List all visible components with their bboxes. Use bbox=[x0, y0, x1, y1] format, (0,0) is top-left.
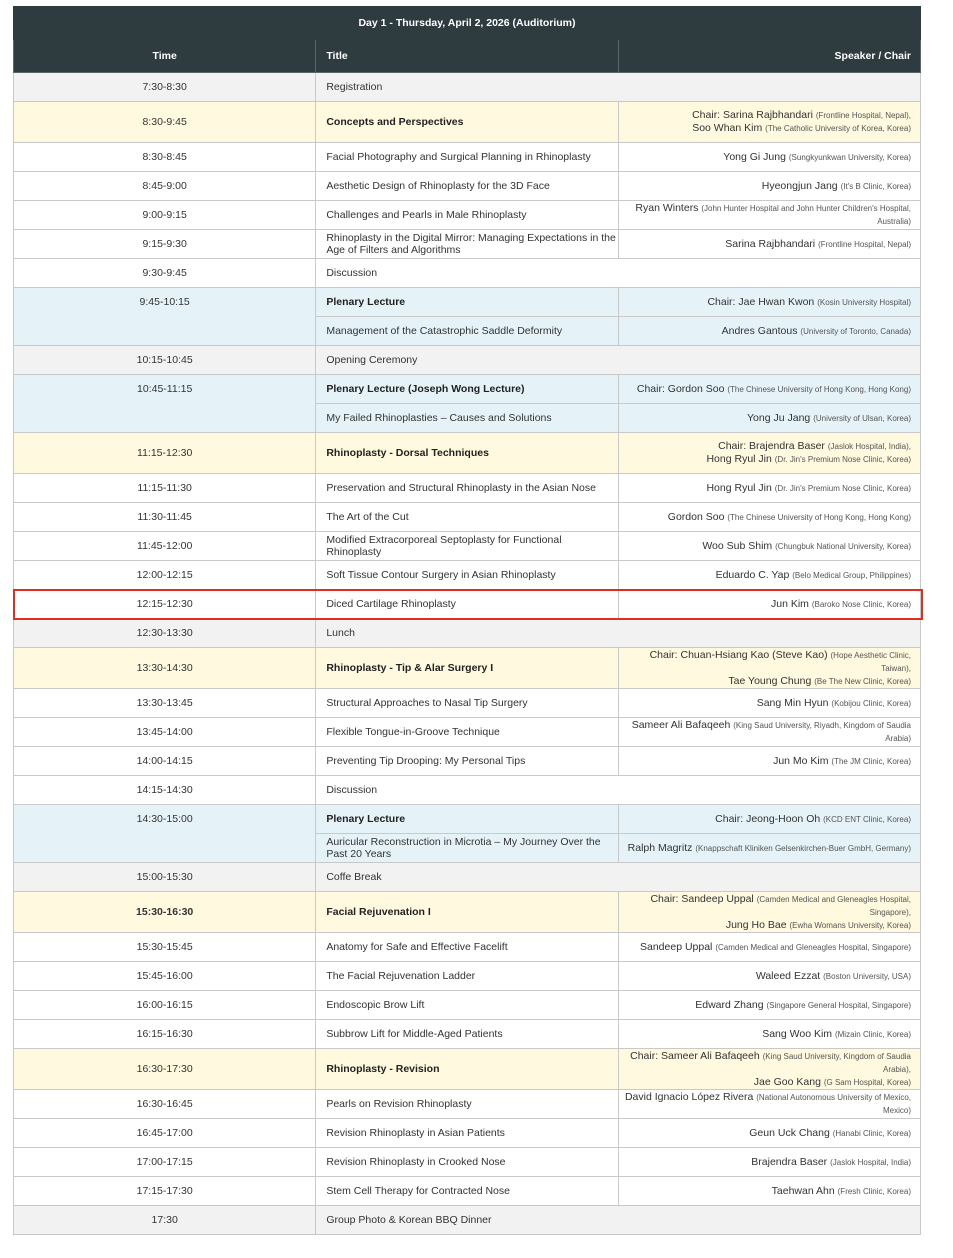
title-cell: Management of the Catastrophic Saddle Deformity bbox=[316, 317, 618, 346]
speaker-affiliation: (The Catholic University of Korea, Korea) bbox=[765, 124, 911, 133]
title-cell: Auricular Reconstruction in Microtia – My Journey Over the Past 20 Years bbox=[316, 834, 618, 863]
time-cell: 9:15-9:30 bbox=[14, 230, 316, 259]
header-speaker: Speaker / Chair bbox=[618, 40, 920, 73]
speaker-affiliation: (Sungkyunkwan University, Korea) bbox=[788, 152, 911, 162]
title-cell: Flexible Tongue-in-Groove Technique bbox=[316, 718, 618, 747]
title-cell: Revision Rhinoplasty in Asian Patients bbox=[316, 1119, 618, 1148]
title-cell: Aesthetic Design of Rhinoplasty for the 3D Face bbox=[316, 172, 618, 201]
time-cell: 16:30-16:45 bbox=[14, 1090, 316, 1119]
speaker-cell bbox=[618, 375, 920, 404]
time-cell: 14:00-14:15 bbox=[14, 747, 316, 776]
table-row bbox=[14, 143, 921, 172]
speaker-cell bbox=[618, 404, 920, 433]
time-cell: 12:30-13:30 bbox=[14, 619, 316, 648]
speaker-name: Chair: Jae Hwan Kwon bbox=[707, 295, 815, 308]
speaker-name: Jae Goo Kang bbox=[753, 1075, 821, 1088]
table-row bbox=[14, 805, 921, 834]
time-cell: 8:30-8:45 bbox=[14, 143, 316, 172]
speaker-cell bbox=[618, 933, 920, 962]
title-cell: Revision Rhinoplasty in Crooked Nose bbox=[316, 1148, 618, 1177]
speaker-affiliation: (Singapore General Hospital, Singapore) bbox=[766, 1000, 911, 1010]
title-cell: Rhinoplasty in the Digital Mirror: Managing Expectations in the Age of Filters and Algorithms bbox=[316, 230, 618, 259]
speaker-affiliation: (King Saud University, Riyadh, Kingdom of Saudia Arabia) bbox=[733, 721, 911, 743]
time-cell: 16:15-16:30 bbox=[14, 1020, 316, 1049]
table-row bbox=[14, 259, 921, 288]
table-row bbox=[14, 102, 921, 143]
speaker-affiliation: (Kosin University Hospital) bbox=[817, 297, 911, 307]
speaker-cell bbox=[618, 433, 920, 474]
speaker-affiliation: (Chungbuk National University, Korea) bbox=[775, 541, 911, 551]
speaker-affiliation: (Jaslok Hospital, India), bbox=[827, 442, 911, 451]
speaker-name: Brajendra Baser bbox=[751, 1155, 828, 1168]
title-cell: Preventing Tip Drooping: My Personal Tips bbox=[316, 747, 618, 776]
title-cell: Endoscopic Brow Lift bbox=[316, 991, 618, 1020]
title-cell: Discussion bbox=[316, 776, 921, 805]
speaker-affiliation: (Frontline Hospital, Nepal), bbox=[815, 111, 911, 120]
speaker-affiliation: (G Sam Hospital, Korea) bbox=[823, 1077, 911, 1087]
speaker-name: Edward Zhang bbox=[695, 998, 764, 1011]
speaker-cell bbox=[618, 892, 920, 933]
time-cell: 16:30-17:30 bbox=[14, 1049, 316, 1090]
title-cell: The Art of the Cut bbox=[316, 503, 618, 532]
speaker-cell bbox=[618, 1148, 920, 1177]
speaker-name: Gordon Soo bbox=[667, 510, 725, 523]
speaker-name: Sameer Ali Bafaqeeh bbox=[631, 719, 731, 731]
title-cell: Stem Cell Therapy for Contracted Nose bbox=[316, 1177, 618, 1206]
table-row bbox=[14, 962, 921, 991]
speaker-cell bbox=[618, 230, 920, 259]
speaker-cell bbox=[618, 805, 920, 834]
speaker-affiliation: (University of Ulsan, Korea) bbox=[813, 413, 911, 423]
speaker-cell bbox=[618, 1177, 920, 1206]
title-cell: Registration bbox=[316, 73, 921, 102]
title-cell: Preservation and Structural Rhinoplasty in the Asian Nose bbox=[316, 474, 618, 503]
table-row bbox=[14, 1090, 921, 1119]
speaker-affiliation: (The Chinese University of Hong Kong, Hong Kong) bbox=[727, 384, 911, 394]
speaker-affiliation: (Frontline Hospital, Nepal) bbox=[818, 239, 911, 249]
time-cell: 9:45-10:15 bbox=[14, 288, 316, 346]
title-cell: Coffe Break bbox=[316, 863, 921, 892]
speaker-name: Hyeongjun Jang bbox=[761, 179, 838, 192]
speaker-name: Chair: Sandeep Uppal bbox=[650, 892, 754, 905]
speaker-name: Yong Gi Jung bbox=[723, 150, 786, 163]
speaker-affiliation: (KCD ENT Clinic, Korea) bbox=[823, 814, 911, 824]
time-cell: 15:45-16:00 bbox=[14, 962, 316, 991]
table-row bbox=[14, 991, 921, 1020]
title-cell: Concepts and Perspectives bbox=[316, 102, 618, 143]
time-cell: 9:30-9:45 bbox=[14, 259, 316, 288]
speaker-name: Sang Woo Kim bbox=[762, 1027, 833, 1040]
title-cell: The Facial Rejuvenation Ladder bbox=[316, 962, 618, 991]
title-cell: Rhinoplasty - Dorsal Techniques bbox=[316, 433, 618, 474]
table-row bbox=[14, 689, 921, 718]
day-title: Day 1 - Thursday, April 2, 2026 (Auditorium) bbox=[14, 7, 921, 40]
title-cell: Structural Approaches to Nasal Tip Surgery bbox=[316, 689, 618, 718]
title-cell: Pearls on Revision Rhinoplasty bbox=[316, 1090, 618, 1119]
speaker-name: Hong Ryul Jin bbox=[706, 453, 772, 465]
title-cell: Modified Extracorporeal Septoplasty for Functional Rhinoplasty bbox=[316, 532, 618, 561]
time-cell: 10:15-10:45 bbox=[14, 346, 316, 375]
speaker-name: Woo Sub Shim bbox=[702, 539, 773, 552]
speaker-name: Chair: Sarina Rajbhandari bbox=[692, 109, 813, 121]
speaker-name: Yong Ju Jang bbox=[747, 411, 811, 424]
table-row bbox=[14, 503, 921, 532]
time-cell: 16:00-16:15 bbox=[14, 991, 316, 1020]
speaker-cell bbox=[618, 561, 920, 590]
title-cell: Plenary Lecture (Joseph Wong Lecture) bbox=[316, 375, 618, 404]
speaker-name: Andres Gantous bbox=[721, 324, 798, 337]
speaker-affiliation: (National Autonomous University of Mexico, Mexico) bbox=[756, 1093, 911, 1115]
time-cell: 10:45-11:15 bbox=[14, 375, 316, 433]
speaker-affiliation: (Fresh Clinic, Korea) bbox=[837, 1186, 911, 1196]
table-row-highlighted bbox=[14, 590, 921, 619]
speaker-cell bbox=[618, 317, 920, 346]
time-cell: 11:30-11:45 bbox=[14, 503, 316, 532]
speaker-affiliation: (John Hunter Hospital and John Hunter Children's Hospital, Australia) bbox=[701, 204, 911, 226]
title-cell: Facial Rejuvenation I bbox=[316, 892, 618, 933]
speaker-cell bbox=[618, 718, 920, 747]
title-cell: Group Photo & Korean BBQ Dinner bbox=[316, 1206, 921, 1235]
speaker-affiliation: (Knappschaft Kliniken Gelsenkirchen-Buer GmbH, Germany) bbox=[695, 843, 911, 853]
time-cell: 7:30-8:30 bbox=[14, 73, 316, 102]
table-row bbox=[14, 73, 921, 102]
speaker-cell bbox=[618, 1049, 920, 1090]
speaker-name: Jun Mo Kim bbox=[773, 754, 829, 767]
speaker-affiliation: (Jaslok Hospital, India) bbox=[830, 1157, 911, 1167]
table-row bbox=[14, 230, 921, 259]
time-cell: 17:15-17:30 bbox=[14, 1177, 316, 1206]
table-row bbox=[14, 288, 921, 317]
speaker-name: Soo Whan Kim bbox=[692, 122, 763, 134]
speaker-cell bbox=[618, 288, 920, 317]
speaker-affiliation: (Boston University, USA) bbox=[823, 971, 911, 981]
speaker-cell bbox=[618, 834, 920, 863]
speaker-cell bbox=[618, 962, 920, 991]
table-row bbox=[14, 933, 921, 962]
table-row bbox=[14, 346, 921, 375]
speaker-affiliation: (Dr. Jin's Premium Nose Clinic, Korea) bbox=[774, 483, 911, 493]
speaker-name: Jung Ho Bae bbox=[725, 918, 787, 931]
time-cell: 13:30-14:30 bbox=[14, 648, 316, 689]
table-row bbox=[14, 1177, 921, 1206]
time-cell: 13:30-13:45 bbox=[14, 689, 316, 718]
title-cell: Subbrow Lift for Middle-Aged Patients bbox=[316, 1020, 618, 1049]
table-row bbox=[14, 201, 921, 230]
time-cell: 12:15-12:30 bbox=[14, 590, 316, 619]
time-cell: 11:15-12:30 bbox=[14, 433, 316, 474]
table-row bbox=[14, 718, 921, 747]
title-cell: My Failed Rhinoplasties – Causes and Solutions bbox=[316, 404, 618, 433]
speaker-affiliation: (The Chinese University of Hong Kong, Hong Kong) bbox=[727, 512, 911, 522]
title-cell: Discussion bbox=[316, 259, 921, 288]
title-cell: Soft Tissue Contour Surgery in Asian Rhinoplasty bbox=[316, 561, 618, 590]
speaker-name: Ralph Magritz bbox=[627, 841, 693, 854]
title-cell: Opening Ceremony bbox=[316, 346, 921, 375]
table-row bbox=[14, 474, 921, 503]
header-time: Time bbox=[14, 40, 316, 73]
table-row bbox=[14, 1119, 921, 1148]
speaker-name: Chair: Gordon Soo bbox=[636, 382, 725, 395]
speaker-name: Chair: Jeong-Hoon Oh bbox=[715, 812, 821, 825]
title-cell: Diced Cartilage Rhinoplasty bbox=[316, 590, 618, 619]
title-cell: Facial Photography and Surgical Planning in Rhinoplasty bbox=[316, 143, 618, 172]
speaker-cell bbox=[618, 689, 920, 718]
table-row bbox=[14, 863, 921, 892]
time-cell: 16:45-17:00 bbox=[14, 1119, 316, 1148]
table-row bbox=[14, 619, 921, 648]
speaker-name: Sang Min Hyun bbox=[756, 696, 829, 709]
program-table-container bbox=[13, 6, 921, 1235]
time-cell: 8:30-9:45 bbox=[14, 102, 316, 143]
speaker-cell bbox=[618, 590, 920, 619]
speaker-cell bbox=[618, 1119, 920, 1148]
time-cell: 17:00-17:15 bbox=[14, 1148, 316, 1177]
table-row bbox=[14, 433, 921, 474]
table-row bbox=[14, 375, 921, 404]
time-cell: 8:45-9:00 bbox=[14, 172, 316, 201]
speaker-name: David Ignacio López Rivera bbox=[624, 1091, 754, 1103]
speaker-name: Hong Ryul Jin bbox=[706, 481, 772, 494]
table-row bbox=[14, 561, 921, 590]
speaker-affiliation: (Dr. Jin's Premium Nose Clinic, Korea) bbox=[774, 455, 911, 464]
speaker-name: Tae Young Chung bbox=[728, 674, 812, 687]
table-row bbox=[14, 747, 921, 776]
speaker-name: Sandeep Uppal bbox=[640, 940, 713, 953]
speaker-affiliation: (Belo Medical Group, Philippines) bbox=[792, 570, 911, 580]
time-cell: 9:00-9:15 bbox=[14, 201, 316, 230]
table-row bbox=[14, 532, 921, 561]
speaker-name: Chair: Brajendra Baser bbox=[718, 440, 825, 452]
speaker-name: Waleed Ezzat bbox=[755, 969, 821, 982]
speaker-affiliation: (The JM Clinic, Korea) bbox=[831, 756, 911, 766]
speaker-name: Taehwan Ahn bbox=[771, 1184, 835, 1197]
table-row bbox=[14, 1148, 921, 1177]
speaker-affiliation: (Camden Medical and Gleneagles Hospital, Singapore), bbox=[756, 894, 911, 917]
time-cell: 15:30-15:45 bbox=[14, 933, 316, 962]
speaker-cell bbox=[618, 172, 920, 201]
table-row bbox=[14, 1020, 921, 1049]
speaker-affiliation: (King Saud University, Kingdom of Saudia Arabia), bbox=[762, 1051, 911, 1074]
speaker-name: Chair: Sameer Ali Bafaqeeh bbox=[630, 1049, 760, 1062]
speaker-name: Sarina Rajbhandari bbox=[725, 237, 816, 250]
time-cell: 17:30 bbox=[14, 1206, 316, 1235]
time-cell: 13:45-14:00 bbox=[14, 718, 316, 747]
speaker-name: Chair: Chuan-Hsiang Kao (Steve Kao) bbox=[649, 648, 828, 661]
title-cell: Rhinoplasty - Tip & Alar Surgery I bbox=[316, 648, 618, 689]
speaker-cell bbox=[618, 102, 920, 143]
time-cell: 15:00-15:30 bbox=[14, 863, 316, 892]
title-cell: Anatomy for Safe and Effective Facelift bbox=[316, 933, 618, 962]
title-cell: Lunch bbox=[316, 619, 921, 648]
speaker-cell bbox=[618, 648, 920, 689]
speaker-cell bbox=[618, 1090, 920, 1119]
speaker-affiliation: (Mizain Clinic, Korea) bbox=[834, 1029, 911, 1039]
speaker-cell bbox=[618, 143, 920, 172]
title-cell: Plenary Lecture bbox=[316, 805, 618, 834]
header-title: Title bbox=[316, 40, 618, 73]
program-table bbox=[13, 6, 921, 1235]
speaker-affiliation: (Hanabi Clinic, Korea) bbox=[832, 1128, 911, 1138]
speaker-affiliation: (Camden Medical and Gleneagles Hospital, Singapore) bbox=[715, 942, 911, 952]
speaker-affiliation: (Hope Aesthetic Clinic, Taiwan), bbox=[830, 650, 911, 673]
time-cell: 12:00-12:15 bbox=[14, 561, 316, 590]
table-row bbox=[14, 172, 921, 201]
speaker-cell bbox=[618, 474, 920, 503]
speaker-cell bbox=[618, 201, 920, 230]
time-cell: 15:30-16:30 bbox=[14, 892, 316, 933]
speaker-affiliation: (It's B Clinic, Korea) bbox=[840, 181, 911, 191]
table-row bbox=[14, 1206, 921, 1235]
speaker-name: Geun Uck Chang bbox=[749, 1126, 830, 1139]
speaker-cell bbox=[618, 532, 920, 561]
speaker-name: Jun Kim bbox=[770, 597, 809, 610]
speaker-cell bbox=[618, 747, 920, 776]
title-cell: Plenary Lecture bbox=[316, 288, 618, 317]
table-row bbox=[14, 892, 921, 933]
speaker-affiliation: (Kobijou Clinic, Korea) bbox=[831, 698, 911, 708]
speaker-cell bbox=[618, 1020, 920, 1049]
table-row bbox=[14, 776, 921, 805]
table-row bbox=[14, 1049, 921, 1090]
table-row bbox=[14, 648, 921, 689]
time-cell: 14:15-14:30 bbox=[14, 776, 316, 805]
time-cell: 14:30-15:00 bbox=[14, 805, 316, 863]
time-cell: 11:45-12:00 bbox=[14, 532, 316, 561]
speaker-name: Eduardo C. Yap bbox=[715, 568, 790, 581]
title-cell: Challenges and Pearls in Male Rhinoplasty bbox=[316, 201, 618, 230]
time-cell: 11:15-11:30 bbox=[14, 474, 316, 503]
speaker-affiliation: (Be The New Clinic, Korea) bbox=[814, 676, 911, 686]
speaker-affiliation: (Ewha Womans University, Korea) bbox=[789, 920, 911, 930]
speaker-affiliation: (University of Toronto, Canada) bbox=[800, 326, 911, 336]
speaker-name: Ryan Winters bbox=[635, 202, 699, 214]
speaker-cell bbox=[618, 991, 920, 1020]
speaker-affiliation: (Baroko Nose Clinic, Korea) bbox=[811, 599, 911, 609]
title-cell: Rhinoplasty - Revision bbox=[316, 1049, 618, 1090]
speaker-cell bbox=[618, 503, 920, 532]
